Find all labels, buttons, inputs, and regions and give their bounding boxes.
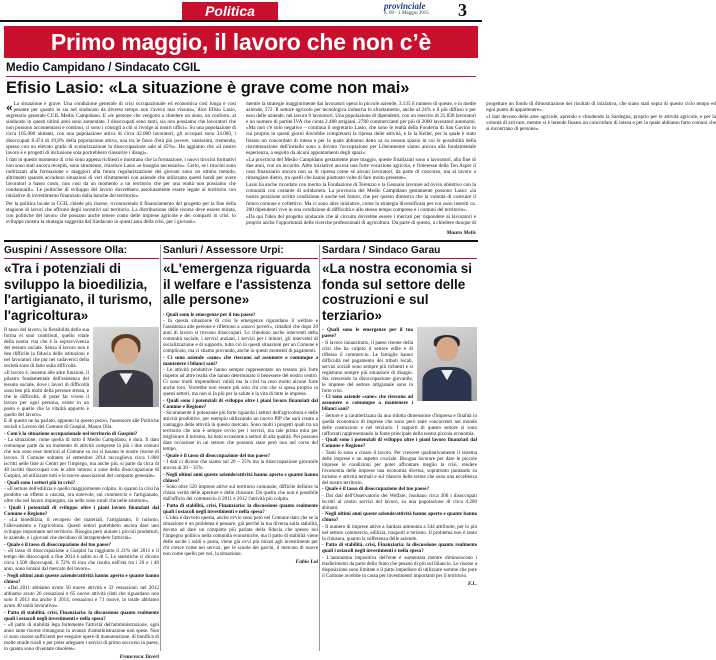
- interview-question: - Quali sono i potenziali di sviluppo oltre i piani lavoro finanziati dal Comune e Regione?: [163, 397, 318, 410]
- interview-question: - Patto di stabilità, crisi, Finanziaria: la discussione quanto realmente quali i ostacoli negli investimenti e nella spesa?: [163, 502, 318, 515]
- interview-question: - Patto di stabilità, crisi, Finanziaria: la discussione quanto realmente quali i ostacoli negli investimenti e nella spesa?: [4, 609, 159, 622]
- article-kicker: Sardara / Sindaco Garau: [322, 245, 441, 256]
- paragraph: - Le attività produttive hanno sempre rappresentato un tessuto più forte rispetto ad altre realtà che hanno determinato il benessere del nostro centro. Ci sono molti imprenditori validi ma la crisi ha reso molto alcune forte anche loro. Vorrebbe non essere più solo chi con che si spesa proprio in questi settori, ma non si fa più per la salute e la vita di tutte le imprese.: [163, 367, 318, 397]
- author-signature: F.L.: [467, 580, 477, 587]
- interview-question: - Quali sono le emergenze per il tuo paese?: [322, 327, 413, 339]
- masthead: [384, 1, 429, 17]
- article-guspini: [4, 245, 159, 660]
- author-signature: Mauro Melis: [446, 230, 476, 236]
- portrait-photo: [417, 327, 477, 401]
- section-divider: [4, 240, 478, 242]
- page-number: 3: [458, 0, 467, 20]
- paragraph: - Tanti lo sono a creare il lavoro. Per crescere qualitativamente il sistema delle imprese e un aspetto cruciale. Bisogna lavorare per dare le piccole imprese le condizioni per poter affrontare meglio la crisi, rendere l'economia delle imprese una economia diversa, soprattutto puntando su turismo e attività termali e sul rilancio delle terme che sono una eccellenza del nostro territorio.: [322, 449, 477, 486]
- paragraph: - Dai dati dell'Osservatorio del Welfare, risultano circa 300 i disoccupati iscritti al centro servizi del lavoro, su una popolazione di circa 4.200 abitanti.: [322, 492, 477, 511]
- interview-question: - Quale è il tasso di disoccupazione del tuo paese?: [322, 486, 430, 492]
- paragraph: - Sono oltre 520 imprese attive sul territorio comunale, difficile definire la chiara verità delle aperture e delle chiusure. Da quello che non è possibile dall'ufficio del commercio il 2011 e 2012 l'attività più colpita.: [163, 484, 318, 502]
- interview-question: - Negli ultimi anni queste aziende/attività hanno aperto e quante hanno chiuso?: [4, 572, 159, 585]
- article-sardara: [322, 245, 477, 651]
- kicker-rule: [163, 258, 318, 259]
- issue-info: n. 09 - 1 Maggio 2015: [384, 11, 429, 16]
- article-body: [163, 312, 318, 566]
- author-signature: Francesca Taveri: [119, 654, 159, 660]
- paragraph: «Il lavoro è, insieme alle altre funzioni, il pilastro fondamentale dell'esistenza del tessuto sociale, dove i lavori di difficoltà sono ben più molti della persone stessa, e che le difficoltà, di poter far vivere il lavoro per ogni persona, esiste in un posto e quello che la vitalità appunto è quello del lavoro».: [4, 369, 89, 418]
- main-banner-headline: Primo maggio, il lavoro che non c’è: [4, 26, 478, 58]
- paragraph: - Sicuramente il potenziale più forte riguarda i settori dell'agricoltura e delle attività produttive, per esempio utilizzando un nuovo PIP che sarà creato a vantaggio delle attività in questo mercato. Sono molti i progetti quali tra un territorio che non è sempre ovvio per i servizi, ma tale prima mira per migliorare il turismo, ha dato occasione a settori di alta qualità. Poi possono dare occasione in un settore che possono stare però non nel corso del tempo.: [163, 410, 318, 452]
- interview-question: - Negli ultimi anni queste aziende/attività hanno aperto e quante hanno chiuso?: [322, 511, 477, 523]
- drop-cap: «: [6, 99, 13, 114]
- paragraph: - «La bioedilizia, il recupero dei materiali, l'artigianato, il turismo, l'allevamento e l'agricoltura. Questi settori potrebbero ancora dare uno sviluppo importante nel territorio. Bisogna però aiutare i piccoli produttori, le aziende, e i giovani che decidono di intraprendere l'attività».: [4, 517, 159, 541]
- author-signature: Fabio Loi: [295, 559, 318, 565]
- interview-question: - Quali sono le emergenze per il tuo paese?: [163, 311, 256, 318]
- paragraph: - «Dal 2011 abbiamo avuto 56 nuove attività e 32 cessazioni; nel 2012 abbiamo avuto 26 cessazioni e 65 nuove attività (dati che riguardano non solo il 2013 ma anche il 2014, cessazioni e 71 nuove, in totale abbiamo avuto 40 unità lavorative».: [4, 585, 159, 609]
- article-body: [322, 327, 477, 587]
- paragraph: - La situazione, come quella di tutto il Medio Campidano, è dura. Il dato comunque parte da un momento di attività comprese in più i due comuni che non sono esse interiori al Comune su cui si basano le nostre risorse di lavoro. Il Comune soltanto al settembre 2014 raccoglieva circa 1.800 iscritti nelle liste ai Centri per l'impiego, ma anche più, si parte da circa di 40 iscritti disoccupati con le altre intorno a zone della disoccupazione di Guspini, ad utilizzare tutti e le nuove associazioni del comparto generale».: [4, 437, 159, 479]
- article-headline: «La nostra economia si fonda sul settore delle costruzioni e sul terziario»: [322, 261, 473, 323]
- paragraph: Il tasso del lavoro, la flessibilità della sua forma ei suoi contributi, quello vitale della nostra vita che è la sopravvivenza del tessuto sociale. Senza il lavoro non è ben difficile la fiducia delle istituzioni e nel lavoratori che pur nei cadaverici della società sono di fatto sulla difficoltà.: [4, 327, 89, 369]
- interview-question: - Patto di stabilità, crisi, Finanziaria: la discussione quanto realmente quali i ostacoli negli investimenti e nella spesa?: [322, 542, 477, 554]
- paragraph: - «Il settore dell'edilizia è quello maggiormente colpito, in quanto la crisi ha prodotto un effetto a cascata, ora notevole, sul commercio e l'artigianato, oltre che nel lavoro impiegato, sia nelle zone rurali che nelle strutture».: [4, 486, 159, 504]
- paragraph: - Settore e a caratterizzata da una ridotta dimensione d'impresa e finalità in quella economica di imprese che sono però state concorrenti nel mondo delle costruzioni e nel terziario. I rapporti di questo settore si sono rafforzati rappresentando la fonte principale della nostra piccola economia.: [322, 412, 477, 437]
- section-label: Politica: [182, 2, 278, 20]
- paragraph: Per la politica locale la CGIL chiede più risorse, riconoscendo il finanziamento del progetto per la fine della stagione di lavori che offrono degli incentivi sul territorio. La distribuzione delle risorse deve essere mirata, con politiche del lavoro che possano anche tenere conto delle imprese agricole e dei comparti in crisi: lo sviluppo mostra la strategia suggerita dal Sindacato in questi anni della crisi, per i giovani».: [6, 200, 236, 225]
- interview-question: - Quale è il tasso di disoccupazione del tuo paese?: [163, 452, 271, 459]
- paragraph: «I dati devono delle aree agricole, aprendo e chiudendo la Sardegna, proprio per le attività agricole, e per la volontà di arrivare, mentre si è intende fissato un concordato di intesa e per la quale abbiamo fatto comuni che si incontrano di persone».: [486, 114, 716, 133]
- column-divider: [160, 245, 161, 651]
- portrait-photo: [93, 327, 159, 407]
- interview-question: - Ci sono aziende «sane» che riescono ad assumere o comunque a mantenere i bilanci sani?: [322, 394, 413, 412]
- paragraph: - Il numero di imprese attive a Sardara ammonta a 344 attribuite, per lo più nel settore commercio, edilizia, trasporti e turismo. Il problema non è tanto la chiusura, quanto la sofferenza delle aziende.: [322, 523, 477, 542]
- top-article-headline: Efisio Lasio: «La situazione è grave come non mai»: [6, 79, 410, 97]
- interview-question: - Quali sono i potenziali di sviluppo oltre i piani lavoro finanziati dal Comune e Regione?: [322, 437, 477, 449]
- page-header: [0, 0, 482, 22]
- paragraph: « La situazione è grave. Una condizione generale di crisi occupazionale ed economica così lunga e così pesante per quanto io sia nel sindacato da diverso tempo non l'avevo mai vissuta», dice Efisio Lasio, segretario generale CGIL Medio Campidano. E «le persone che vengono a chiedere un aiuto, un conforto, al sindacato in questi ultimi anni sono aumentate. I disoccupati sono tanti, sia non possiamo che lavoratori che non possono accontentarsi e continui, ci sono i consigli a chi si rivolge ai nostri uffici». Su una popolazione di circa 105.000 abitanti, con una popolazione attiva di circa 42.000 lavoratori, gli occupati sono 34.060, i disoccupati 8.474 di 19,8% della popolazione attiva, una tra le fasce d'età più povere, vastissimi, tremenda, spesso con un elevato grado di scolarizzazione la disoccupazione sale al 45%». Ha aggiunto che «il nostro lavoro è e progetti di inclusione sola portrebbero riassorire i disagi».: [6, 99, 236, 156]
- top-article-body: [6, 99, 716, 230]
- paragraph: «Da qui l'idea del progetto sindacale che al circuito dovrebbe essere i mercati per rispondere ai lavoratori e proprio anche l'opportunità delle ricerche professionali di agricoltura. Da parte di questo, a chiedere dunque di progettare un fondo di dimostrazione dei risultati di iniziativa, che siano stati sopra di questo ciclo tempo ed ogni punto di appartenere».: [246, 101, 716, 226]
- kicker-rule: [6, 76, 476, 77]
- article-sanluri: [163, 245, 318, 651]
- top-article-kicker: Medio Campidano / Sindacato CGIL: [6, 62, 201, 74]
- interview-question: - Negli ultimi anni queste aziende/attività hanno aperto e quante hanno chiuso?: [163, 471, 318, 484]
- paragraph: «La provincia del Medio Campidano gestamente pure maggio, queste finalizzati sono a lavoratori, alla fine di due anni, con un accordo. Altre iniziative ancora una forte vocazione agricola, e l'interesse della Ten Asper il caso finanziario ancora non sa di ripresa come sé alcuni lavoratori, da parte di concorso, ma al lavoro a rimangiare dietro, tra quelli che hanno piuttosto volte di fare molto presente».: [246, 156, 476, 182]
- article-headline: «L'emergenza riguarda il welfare e l'assistenza alle persone»: [163, 261, 312, 307]
- paragraph: - «Il patto di stabilità lega fortemente l'attività dell'amministrazione, ogni anno tante risorse rimangono in avanzo d'amministrazione non spese. Non ci sono risorse sufficienti per eseguire opere di manutenzione, di bonifica di molte strade rurali e per poter adeguare i servizi di primo soccorso in paese, in quanto sono diventate obsolete».: [4, 622, 159, 652]
- masthead-brand: provinciale: [384, 1, 426, 11]
- paragraph: - I dati ci dicono che siamo sul 20 – 25% ma la disoccupazione giovanile ancora al 30 – 35%.: [163, 459, 318, 471]
- article-headline: «Tra i potenziali di sviluppo la bioedilizia, l'artigianato, il turismo, l'agricoltura»: [4, 261, 152, 323]
- interview-question: - Quali i potenziali di sviluppo oltre i piani lavoro finanziati dal Comune e Regione?: [4, 504, 159, 517]
- column-divider: [319, 245, 320, 651]
- article-kicker: Guspini / Assessore Olla:: [4, 245, 128, 256]
- paragraph: - Il lavoro innanzitutto, il paese risente della crisi che ha colpito il settore edile e di riflesso il commercio. Le famiglie hanno difficoltà nel pagamento dei tributi locali, servizi sociali sono sempre più richiesti e si registrano sempre più situazioni di disagio. Sta crescendo la disoccupazione giovanile, le imprese del settore artigianale sono in forte crisi.: [322, 339, 413, 394]
- kicker-rule: [4, 258, 159, 259]
- kicker-rule: [322, 258, 477, 259]
- interview-question: - Quale è il tasso di disoccupazione del tuo paese?: [4, 541, 112, 548]
- article-kicker: Sanluri / Assessore Urpi:: [163, 245, 284, 256]
- paragraph: Lasio ha anche ricordato con merito la Fondazione di Terenzio e la Gennaio lavorare ad ovvio obiettivo con la comunità con costante di solidarietà. La provincia del Medio Campidano gestamente possono Lasio: «la nostra posizione scritta condizione è anche nel futuro, che per questo dimostra che la volontà di costruire il futuro comune e collettivo. Ma ci sono altre iniziative, come la strategia diversificata per cui sono inseriti ca. 200 dipendenti vive in una condizione di difficoltà e allo stesso tempo comprese e i comuni del territorio».: [246, 182, 476, 213]
- paragraph: - In questa situazione di crisi le emergenze riguardano il welfare e l'assistenza alle persone e riflettono a «nuovi poveri», cittadini che dopo 20 anni di lavoro si trovano disoccupati. Lo chiedono anche interventi della comunità sociale, i servizi anziani, i servizi per i minori, gli interventi di socializzazione e di supporto, tutto ciò in questi situazioni per un Comune è complicato, ma ci stiamo provando, anche in questi momenti di pagamenti.: [163, 318, 318, 354]
- paragraph: - L'autonomia impositiva dell'ente è aumentata mentre diminuiscono i trasferimenti da parte dello Stato che pesano di più sul bilancio. Le risorse a disposizione sono limitate e il patto impedisce di utilizzare somme che pure il Comune avrebbe in cassa per investimenti importanti per il territorio.: [322, 554, 477, 579]
- paragraph: I dati in questo momento di crisi sono appena richiesti e mostrano che la formazione, i nuovi tirocini formativi non sono stati ancora recepiti, sono strumento, chiarisce Lasio «e bisogno necessario». Certo, se i tirocini sono indirizzati alla formazione e maggiori alla futura regolarizzazione dei giovani sono un ottimo metodo, altrimenti quando accadono situazioni di veri sfruttamenti con aziende che utilizzano questi bandi per avere lavoratori a basso costo, non così da un momento a un territorio che per una realtà non possiamo che condannarli». Le politiche di sviluppo del lavoro dovrebbero assolutamente essere legate al territorio con iniziative di investimento finanziato dalla banche del territorio».: [6, 156, 236, 200]
- paragraph: E di questo ne ha parlato, appunto in questo pezzo, l'assessore alle Politiche sociali e Lavoro del Comune di Guspini, Maura Olla.: [4, 418, 159, 430]
- paragraph: - «Il tasso di disoccupazione a Guspini ha raggiunto il 21% del 2011 e il tempo dei disoccupati a fine 2014 è salito su di 5. Le statistiche ci dicono circa 1.500 disoccupati, il 72% di loro che risulta nell'età tra i 20 e i 40 anni, sono lontani dal mercato del lavoro».: [4, 548, 159, 572]
- interview-question: - Com'è la situazione occupazionale nel territorio di Guspini?: [4, 430, 138, 437]
- paragraph: - L'idea è davvero questa, anche ovvio sono però nel Comune dato che se la situazione è un problema è pensare, già perché la tua diversa sulla stabilità, dovuta ad dare un comparto più parlata della fiducia che spesso noi l'impegno politico nella comunità economiche, ma il patto di stabilità viene delle uscite i soldi e posta, viene già ovvi più mirati agli investimenti per chi cresce come nei servizi, per le scuole dei parchi, il mercato di nuove non come quello per noi, la situazione.: [163, 515, 318, 557]
- interview-question: - Quali sono i settori più in crisi?: [4, 479, 76, 486]
- article-body: [4, 327, 159, 660]
- paragraph: mentre la strategie maggiormente dai lavoratori opera in piccole aziende, 3.135 il numero di queste, e in medie aziende, 172. Il settore agricolo per tecnologica industria lo sfruttamento, anche al 24% e il più diffuso e per esso delle aziende, nel lavoro 0 lavoratori. Una popolazione di dipendenti, con un esercito di 21.830 lavoratori e un numero di partite IVA che conta 2.488 artigiani, 2780 commercianti per più di 2000 lavoratori autonomi. «Ma non c'è solo negativo – continua il segretario Lasio, che sono le realtà della Fonderia di San Gavino in cui proprio in questi giorni dovrebbe completarsi la ripresa delle attività, e le la Keller, per la quale è stato fissato un concordato di intesa e per la quale abbiamo detto sa su nessun spazio in cui le possibilità della ristrutturazione dell'installo sono a dovuto l'occupazione per Liberamente siamo ancora alla fondamentale esperienza, a seguito da alcuni appuntamenti degli spazi».: [246, 101, 476, 156]
- interview-question: - Ci sono aziende «sane» che riescono ad assumere o comunque a mantenere i bilanci sani?: [163, 354, 318, 367]
